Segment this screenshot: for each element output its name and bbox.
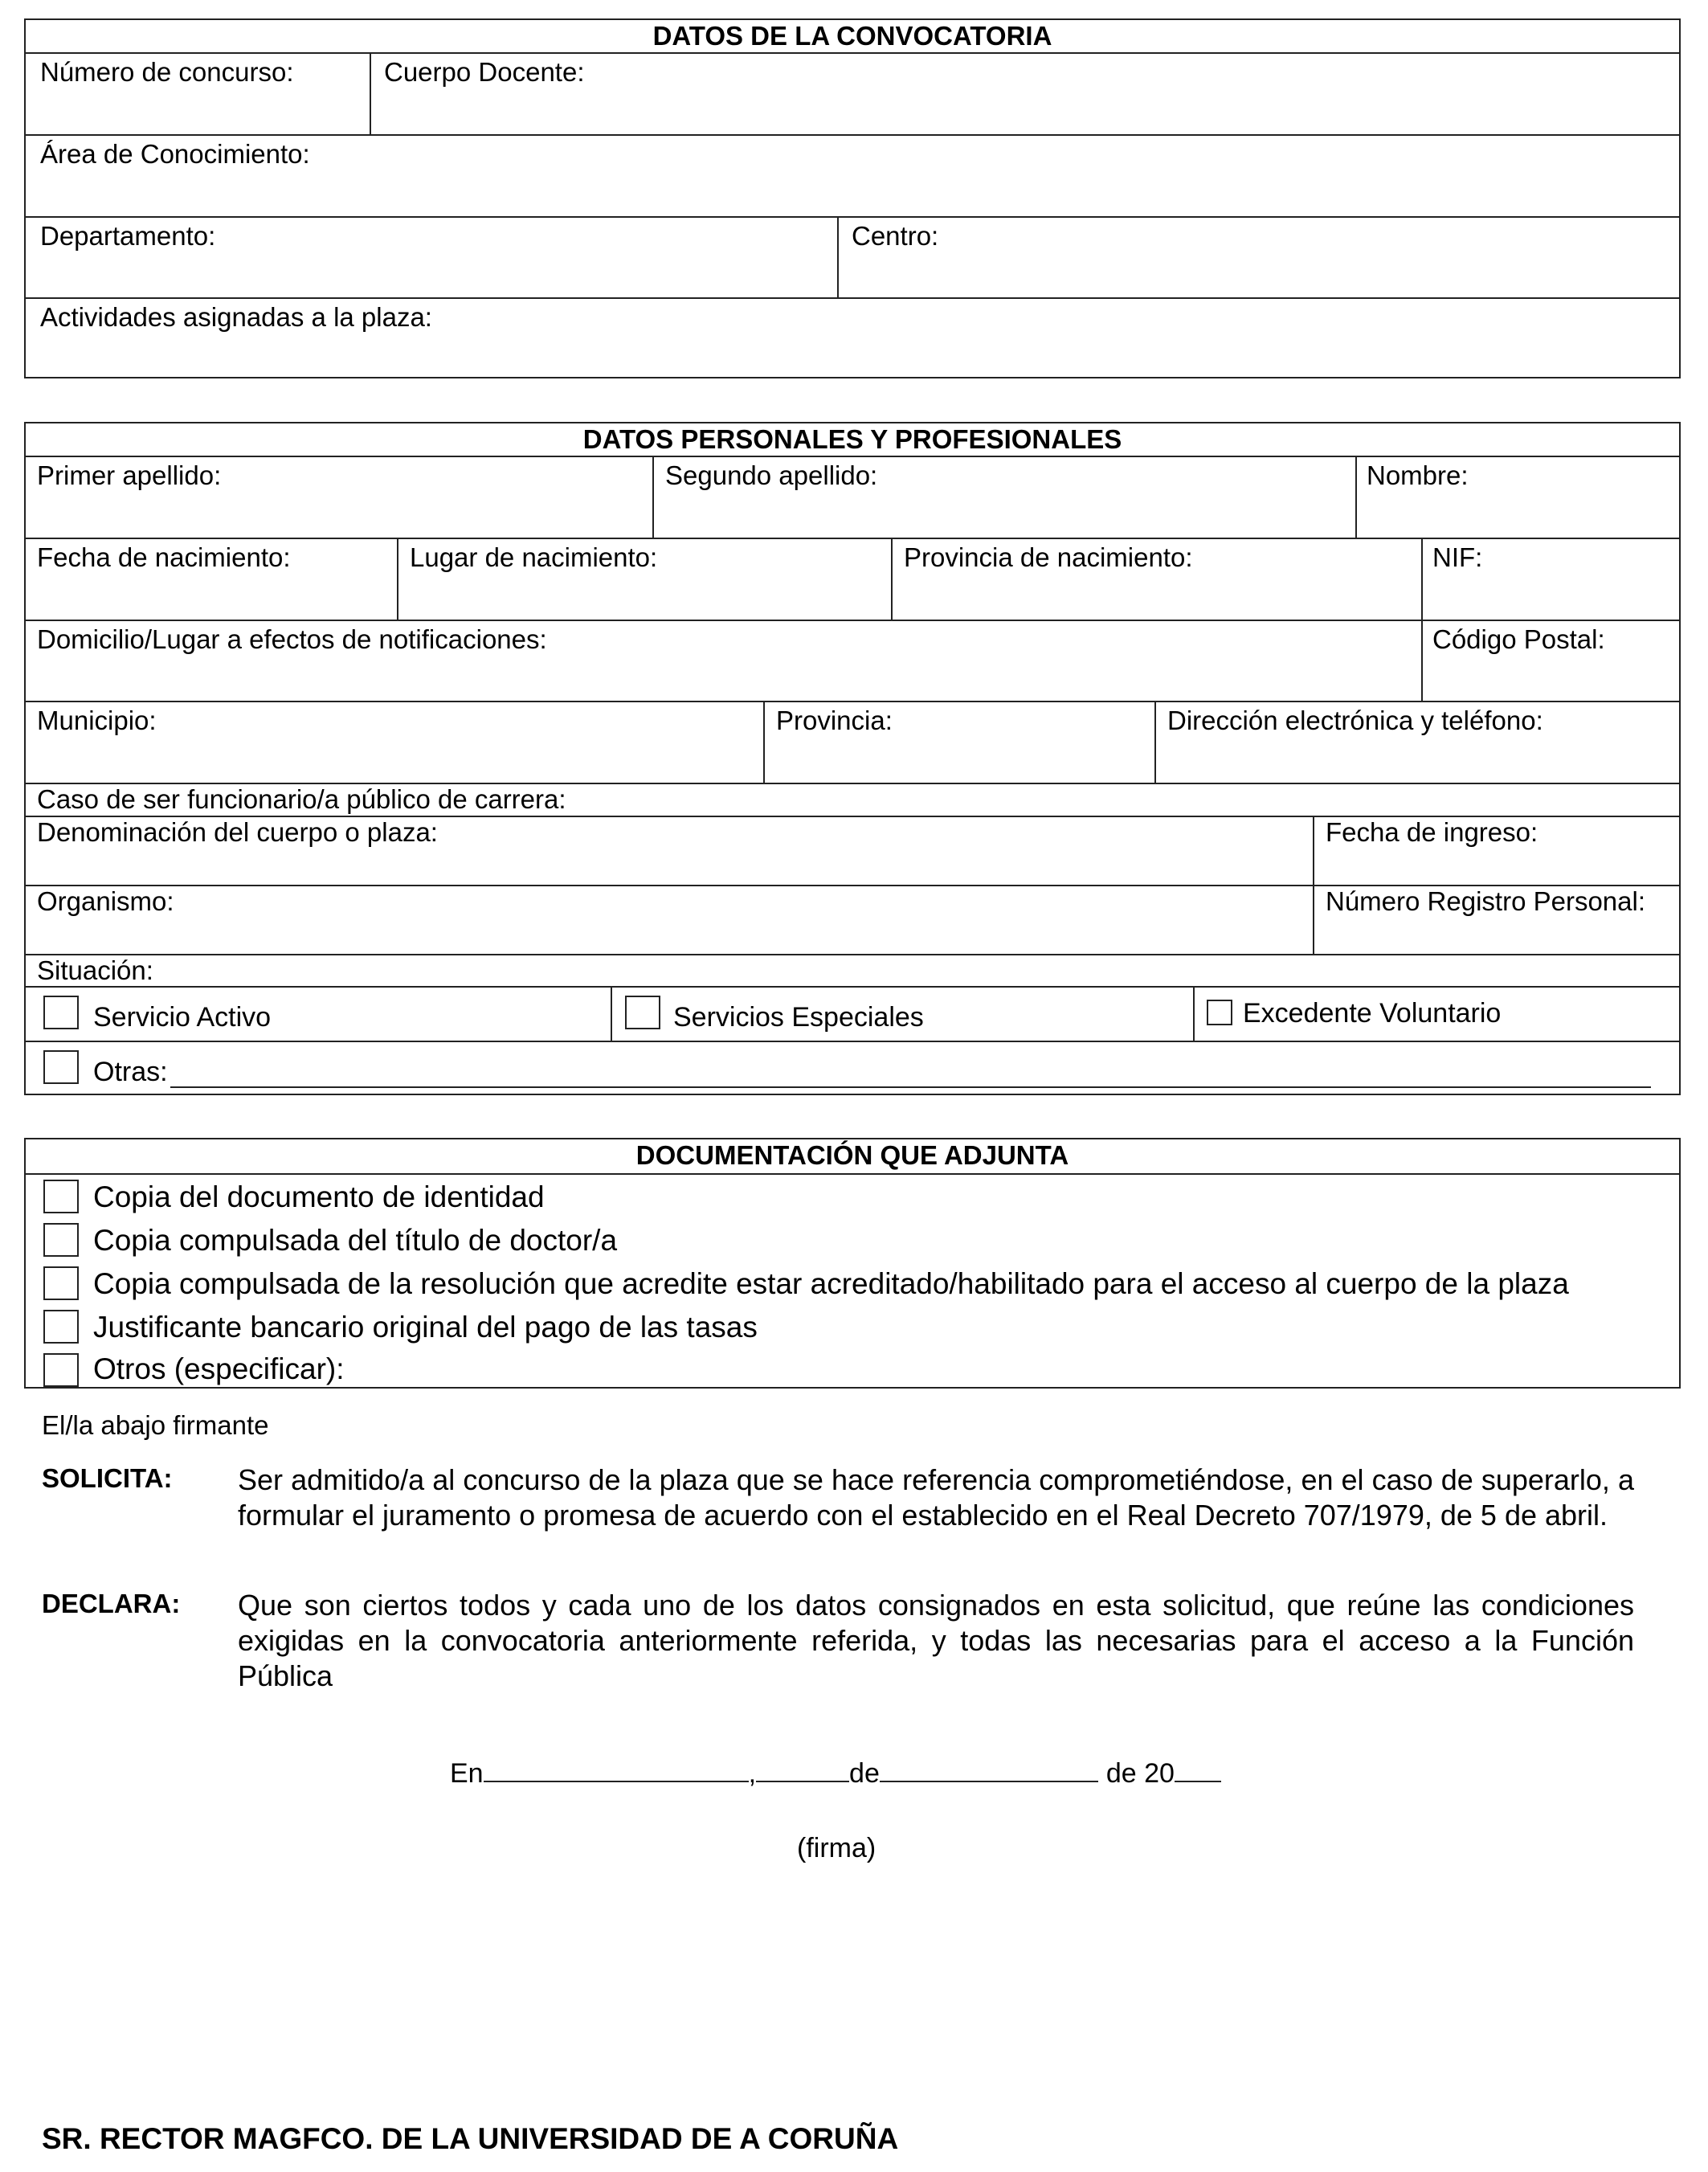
lugar-nacimiento-field[interactable]: Lugar de nacimiento: (410, 542, 658, 572)
situacion-label: Situación: (37, 955, 153, 985)
documentacion-section (24, 1138, 1681, 1389)
nombre-field[interactable]: Nombre: (1367, 460, 1469, 490)
numero-concurso-field[interactable]: Número de concurso: (40, 57, 294, 87)
doc-identidad-checkbox[interactable] (43, 1180, 79, 1213)
excedente-voluntario-checkbox[interactable] (1207, 1000, 1232, 1025)
anio-blank[interactable] (1175, 1757, 1221, 1782)
doc-identidad-label: Copia del documento de identidad (93, 1180, 545, 1213)
firma-line (450, 1757, 1221, 1790)
de20-label: de 20 (1105, 1758, 1175, 1789)
denominacion-field[interactable]: Denominación del cuerpo o plaza: (37, 817, 438, 847)
firma-label: (firma) (797, 1833, 876, 1863)
primer-apellido-field[interactable]: Primer apellido: (37, 460, 222, 490)
nif-field[interactable]: NIF: (1432, 542, 1483, 572)
codigo-postal-field[interactable]: Código Postal: (1432, 624, 1605, 654)
doc-justificante-checkbox[interactable] (43, 1310, 79, 1344)
numero-registro-field[interactable]: Número Registro Personal: (1326, 886, 1645, 916)
doc-titulo-checkbox[interactable] (43, 1223, 79, 1257)
centro-field[interactable]: Centro: (852, 221, 939, 251)
actividades-field[interactable]: Actividades asignadas a la plaza: (40, 302, 432, 332)
cuerpo-docente-field[interactable]: Cuerpo Docente: (384, 57, 585, 87)
firmante-text: El/la abajo firmante (42, 1410, 269, 1440)
mes-blank[interactable] (880, 1757, 1098, 1782)
solicita-text: Ser admitido/a al concurso de la plaza que se hace referencia comprometiéndose, en el caso de superarlo, a formular el juramento o promesa de acuerdo con el establecido en el Real Decreto 707/1979, de 5 de abril. (238, 1463, 1634, 1532)
documentacion-title: DOCUMENTACIÓN QUE ADJUNTA (635, 1140, 1069, 1170)
dia-blank[interactable] (756, 1757, 849, 1782)
otras-checkbox[interactable] (43, 1050, 79, 1084)
servicios-especiales-label: Servicios Especiales (673, 1002, 924, 1033)
departamento-field[interactable]: Departamento: (40, 221, 216, 251)
doc-resolucion-checkbox[interactable] (43, 1266, 79, 1300)
en-label: En (450, 1758, 484, 1789)
domicilio-field[interactable]: Domicilio/Lugar a efectos de notificaciones: (37, 624, 547, 654)
convocatoria-title: DATOS DE LA CONVOCATORIA (652, 21, 1052, 51)
personales-section (24, 422, 1681, 1095)
lugar-blank[interactable] (484, 1757, 749, 1782)
doc-titulo-label: Copia compulsada del título de doctor/a (93, 1224, 618, 1257)
comma-label: , (748, 1758, 757, 1789)
direccion-field[interactable]: Dirección electrónica y teléfono: (1167, 706, 1543, 735)
segundo-apellido-field[interactable]: Segundo apellido: (665, 460, 878, 490)
provincia-nacimiento-field[interactable]: Provincia de nacimiento: (904, 542, 1193, 572)
otras-line[interactable] (170, 1086, 1651, 1088)
servicios-especiales-checkbox[interactable] (625, 996, 660, 1029)
otras-label: Otras: (93, 1057, 168, 1087)
servicio-activo-checkbox[interactable] (43, 996, 79, 1029)
doc-justificante-label: Justificante bancario original del pago de las tasas (93, 1311, 758, 1344)
servicio-activo-label: Servicio Activo (93, 1002, 272, 1033)
personales-title: DATOS PERSONALES Y PROFESIONALES (582, 424, 1122, 454)
doc-otros-label: Otros (especificar): (93, 1352, 345, 1385)
fecha-ingreso-field[interactable]: Fecha de ingreso: (1326, 817, 1538, 847)
declara-text: Que son ciertos todos y cada uno de los datos consignados en esta solicitud, que reúne las condiciones exigidas en la convocatoria anteriormente referida, y todas las necesarias para el acceso a la Función Pública (238, 1589, 1634, 1692)
doc-resolucion-label: Copia compulsada de la resolución que acredite estar acreditado/habilitado para el acceso al cuerpo de la plaza (93, 1267, 1569, 1300)
doc-otros-checkbox[interactable] (43, 1353, 79, 1387)
fecha-nacimiento-field[interactable]: Fecha de nacimiento: (37, 542, 291, 572)
municipio-field[interactable]: Municipio: (37, 706, 157, 735)
provincia-field[interactable]: Provincia: (776, 706, 893, 735)
de-label: de (849, 1758, 880, 1789)
declara-label: DECLARA: (42, 1589, 181, 1618)
caso-funcionario-label: Caso de ser funcionario/a público de carrera: (37, 784, 566, 814)
destinatario: SR. RECTOR MAGFCO. DE LA UNIVERSIDAD DE A CORUÑA (42, 2122, 899, 2155)
solicita-label: SOLICITA: (42, 1463, 173, 1493)
organismo-field[interactable]: Organismo: (37, 886, 174, 916)
excedente-voluntario-label: Excedente Voluntario (1243, 998, 1502, 1029)
convocatoria-section (24, 18, 1681, 378)
area-conocimiento-field[interactable]: Área de Conocimiento: (40, 139, 310, 169)
